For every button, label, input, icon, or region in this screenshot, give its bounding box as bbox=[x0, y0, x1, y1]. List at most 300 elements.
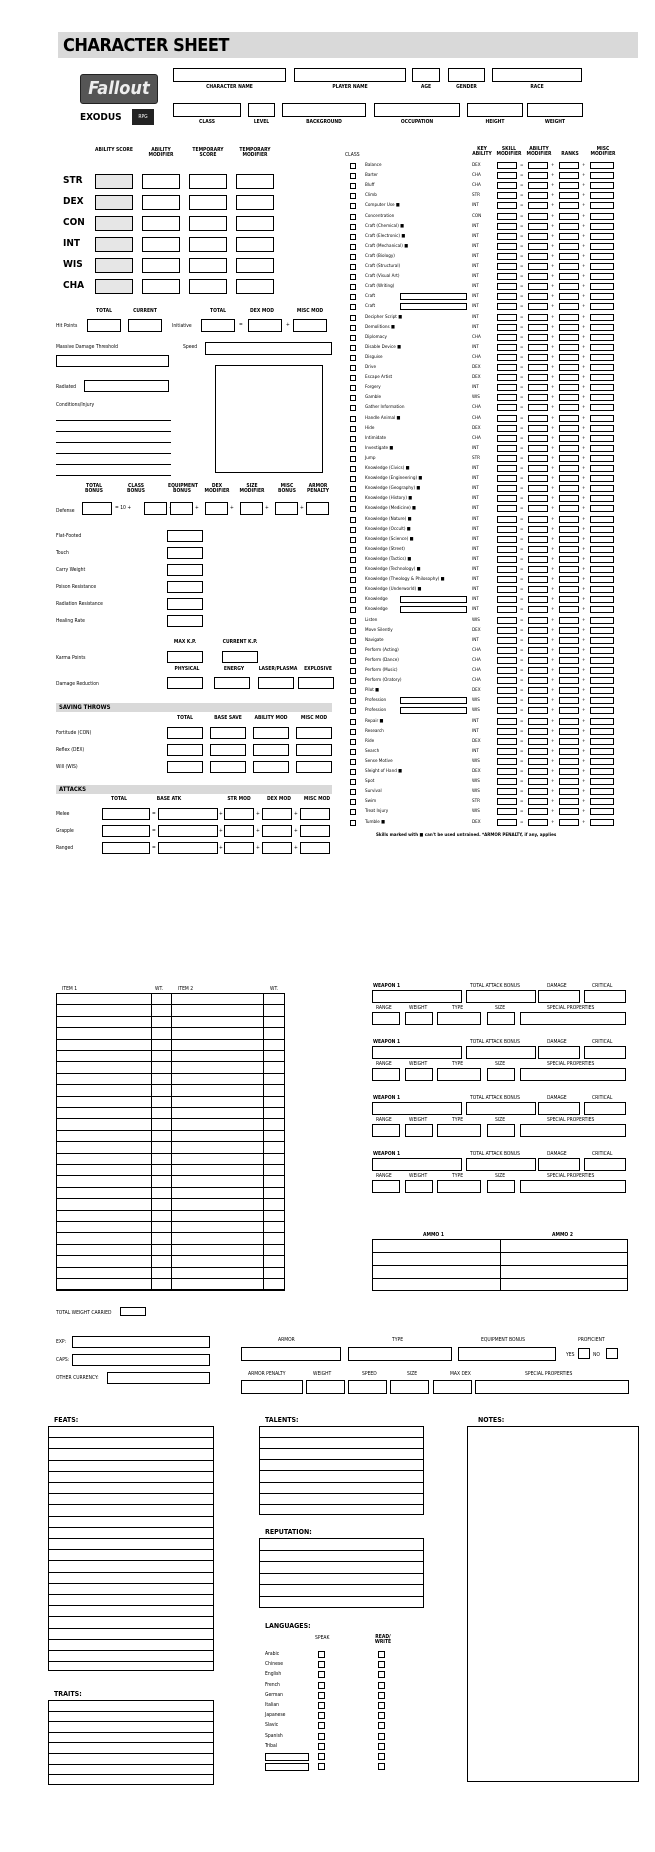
skill-total[interactable] bbox=[497, 687, 517, 694]
skill-total[interactable] bbox=[497, 798, 517, 805]
skill-misc[interactable] bbox=[590, 647, 614, 654]
attack-total[interactable] bbox=[102, 842, 150, 854]
skill-ranks[interactable] bbox=[559, 627, 579, 634]
field-height[interactable] bbox=[467, 103, 523, 117]
defense-total[interactable] bbox=[82, 502, 112, 515]
skill-class-checkbox[interactable] bbox=[350, 628, 356, 634]
field-background[interactable] bbox=[282, 103, 366, 117]
defense-bonus-4[interactable] bbox=[275, 502, 298, 515]
weapon-range[interactable] bbox=[372, 1068, 400, 1081]
weapon-special[interactable] bbox=[520, 1012, 626, 1025]
skill-misc[interactable] bbox=[590, 788, 614, 795]
skill-class-checkbox[interactable] bbox=[350, 527, 356, 533]
skill-total[interactable] bbox=[497, 546, 517, 553]
weapon-range[interactable] bbox=[372, 1180, 400, 1193]
yes-box[interactable] bbox=[578, 1348, 590, 1359]
hp-current[interactable] bbox=[128, 319, 162, 332]
read-checkbox[interactable] bbox=[378, 1753, 385, 1760]
skill-total[interactable] bbox=[497, 354, 517, 361]
skill-misc[interactable] bbox=[590, 172, 614, 179]
misc-stat-field[interactable] bbox=[167, 615, 203, 627]
weapon-size[interactable] bbox=[487, 1180, 515, 1193]
skill-misc[interactable] bbox=[590, 475, 614, 482]
skill-ranks[interactable] bbox=[559, 354, 579, 361]
ability-str-2[interactable] bbox=[189, 174, 227, 189]
defense-bonus-5[interactable] bbox=[306, 502, 329, 515]
ability-con-1[interactable] bbox=[142, 216, 180, 231]
skill-class-checkbox[interactable] bbox=[350, 506, 356, 512]
ability-int-3[interactable] bbox=[236, 237, 274, 252]
skill-misc[interactable] bbox=[590, 819, 614, 826]
skill-ranks[interactable] bbox=[559, 425, 579, 432]
skill-ranks[interactable] bbox=[559, 697, 579, 704]
skill-misc[interactable] bbox=[590, 516, 614, 523]
skill-specify[interactable] bbox=[400, 596, 467, 603]
skill-class-checkbox[interactable] bbox=[350, 688, 356, 694]
skill-ranks[interactable] bbox=[559, 283, 579, 290]
skill-ranks[interactable] bbox=[559, 718, 579, 725]
attack-misc[interactable] bbox=[300, 808, 330, 820]
skill-ranks[interactable] bbox=[559, 677, 579, 684]
armor-maxdex[interactable] bbox=[433, 1380, 472, 1394]
skill-misc[interactable] bbox=[590, 697, 614, 704]
skill-misc[interactable] bbox=[590, 768, 614, 775]
armor-weight[interactable] bbox=[306, 1380, 345, 1394]
skill-ranks[interactable] bbox=[559, 546, 579, 553]
skill-ranks[interactable] bbox=[559, 384, 579, 391]
skill-abil[interactable] bbox=[528, 808, 548, 815]
ability-dex-3[interactable] bbox=[236, 195, 274, 210]
skill-abil[interactable] bbox=[528, 394, 548, 401]
skill-class-checkbox[interactable] bbox=[350, 365, 356, 371]
skill-abil[interactable] bbox=[528, 576, 548, 583]
weapon-crit[interactable] bbox=[584, 1046, 626, 1059]
weapon-size[interactable] bbox=[487, 1012, 515, 1025]
skill-class-checkbox[interactable] bbox=[350, 496, 356, 502]
skill-class-checkbox[interactable] bbox=[350, 567, 356, 573]
save-field[interactable] bbox=[167, 761, 203, 773]
skill-total[interactable] bbox=[497, 606, 517, 613]
speak-checkbox[interactable] bbox=[318, 1712, 325, 1719]
skill-abil[interactable] bbox=[528, 516, 548, 523]
misc-stat-field[interactable] bbox=[167, 581, 203, 593]
speak-checkbox[interactable] bbox=[318, 1743, 325, 1750]
field-age[interactable] bbox=[412, 68, 440, 82]
ability-con-2[interactable] bbox=[189, 216, 227, 231]
skill-abil[interactable] bbox=[528, 172, 548, 179]
skill-total[interactable] bbox=[497, 303, 517, 310]
skill-abil[interactable] bbox=[528, 162, 548, 169]
skill-total[interactable] bbox=[497, 707, 517, 714]
skill-ranks[interactable] bbox=[559, 576, 579, 583]
ability-dex-1[interactable] bbox=[142, 195, 180, 210]
skill-ranks[interactable] bbox=[559, 687, 579, 694]
skill-misc[interactable] bbox=[590, 596, 614, 603]
skill-total[interactable] bbox=[497, 718, 517, 725]
skill-ranks[interactable] bbox=[559, 657, 579, 664]
skill-ranks[interactable] bbox=[559, 606, 579, 613]
skill-total[interactable] bbox=[497, 243, 517, 250]
weapon-type[interactable] bbox=[437, 1012, 481, 1025]
skill-ranks[interactable] bbox=[559, 738, 579, 745]
skill-ranks[interactable] bbox=[559, 192, 579, 199]
ability-dex-2[interactable] bbox=[189, 195, 227, 210]
skill-class-checkbox[interactable] bbox=[350, 466, 356, 472]
skill-abil[interactable] bbox=[528, 728, 548, 735]
ability-str-1[interactable] bbox=[142, 174, 180, 189]
skill-ranks[interactable] bbox=[559, 445, 579, 452]
skill-misc[interactable] bbox=[590, 182, 614, 189]
skill-abil[interactable] bbox=[528, 465, 548, 472]
weapon-range[interactable] bbox=[372, 1124, 400, 1137]
skill-abil[interactable] bbox=[528, 697, 548, 704]
skill-total[interactable] bbox=[497, 455, 517, 462]
skill-total[interactable] bbox=[497, 415, 517, 422]
armor-name[interactable] bbox=[241, 1347, 341, 1361]
skill-abil[interactable] bbox=[528, 738, 548, 745]
weapon-special[interactable] bbox=[520, 1124, 626, 1137]
skill-abil[interactable] bbox=[528, 374, 548, 381]
skill-class-checkbox[interactable] bbox=[350, 416, 356, 422]
attack-misc[interactable] bbox=[300, 825, 330, 837]
skill-ranks[interactable] bbox=[559, 808, 579, 815]
skill-misc[interactable] bbox=[590, 778, 614, 785]
skill-misc[interactable] bbox=[590, 415, 614, 422]
skill-abil[interactable] bbox=[528, 425, 548, 432]
skill-class-checkbox[interactable] bbox=[350, 375, 356, 381]
skill-misc[interactable] bbox=[590, 213, 614, 220]
skill-misc[interactable] bbox=[590, 728, 614, 735]
weapon-crit[interactable] bbox=[584, 1102, 626, 1115]
skill-ranks[interactable] bbox=[559, 364, 579, 371]
ability-con-0[interactable] bbox=[95, 216, 133, 231]
skill-misc[interactable] bbox=[590, 495, 614, 502]
ability-cha-0[interactable] bbox=[95, 279, 133, 294]
save-field[interactable] bbox=[167, 744, 203, 756]
skill-abil[interactable] bbox=[528, 819, 548, 826]
skill-abil[interactable] bbox=[528, 617, 548, 624]
skill-ranks[interactable] bbox=[559, 374, 579, 381]
hp-total[interactable] bbox=[87, 319, 121, 332]
skill-class-checkbox[interactable] bbox=[350, 315, 356, 321]
skill-misc[interactable] bbox=[590, 798, 614, 805]
skill-misc[interactable] bbox=[590, 667, 614, 674]
skill-misc[interactable] bbox=[590, 606, 614, 613]
field-race[interactable] bbox=[492, 68, 582, 82]
skill-class-checkbox[interactable] bbox=[350, 436, 356, 442]
dr-field-3[interactable] bbox=[298, 677, 334, 689]
skill-class-checkbox[interactable] bbox=[350, 203, 356, 209]
skill-total[interactable] bbox=[497, 677, 517, 684]
language-custom[interactable] bbox=[265, 1753, 309, 1761]
speak-checkbox[interactable] bbox=[318, 1753, 325, 1760]
skill-class-checkbox[interactable] bbox=[350, 577, 356, 583]
skill-total[interactable] bbox=[497, 293, 517, 300]
attack-dex[interactable] bbox=[262, 842, 292, 854]
weapon-weight[interactable] bbox=[405, 1068, 433, 1081]
skill-abil[interactable] bbox=[528, 263, 548, 270]
skill-total[interactable] bbox=[497, 404, 517, 411]
ability-str-3[interactable] bbox=[236, 174, 274, 189]
skill-specify[interactable] bbox=[400, 697, 467, 704]
skill-total[interactable] bbox=[497, 162, 517, 169]
speak-checkbox[interactable] bbox=[318, 1651, 325, 1658]
skill-ranks[interactable] bbox=[559, 263, 579, 270]
skill-abil[interactable] bbox=[528, 758, 548, 765]
skill-total[interactable] bbox=[497, 697, 517, 704]
karma-max[interactable] bbox=[167, 651, 203, 663]
skill-specify[interactable] bbox=[400, 293, 467, 300]
init-dex[interactable] bbox=[248, 319, 282, 332]
weapon-weight[interactable] bbox=[405, 1124, 433, 1137]
skill-class-checkbox[interactable] bbox=[350, 385, 356, 391]
skill-misc[interactable] bbox=[590, 718, 614, 725]
skill-total[interactable] bbox=[497, 172, 517, 179]
skill-class-checkbox[interactable] bbox=[350, 769, 356, 775]
speak-checkbox[interactable] bbox=[318, 1733, 325, 1740]
skill-misc[interactable] bbox=[590, 576, 614, 583]
save-field[interactable] bbox=[167, 727, 203, 739]
skill-ranks[interactable] bbox=[559, 516, 579, 523]
attack-base[interactable] bbox=[158, 825, 218, 837]
skill-total[interactable] bbox=[497, 233, 517, 240]
read-checkbox[interactable] bbox=[378, 1651, 385, 1658]
radiated-field[interactable] bbox=[84, 380, 169, 392]
skill-misc[interactable] bbox=[590, 273, 614, 280]
skill-total[interactable] bbox=[497, 344, 517, 351]
skill-ranks[interactable] bbox=[559, 435, 579, 442]
skill-abil[interactable] bbox=[528, 748, 548, 755]
skill-abil[interactable] bbox=[528, 233, 548, 240]
skill-total[interactable] bbox=[497, 526, 517, 533]
skill-abil[interactable] bbox=[528, 546, 548, 553]
weapon-dmg[interactable] bbox=[538, 1158, 580, 1171]
ability-wis-2[interactable] bbox=[189, 258, 227, 273]
skill-total[interactable] bbox=[497, 223, 517, 230]
read-checkbox[interactable] bbox=[378, 1712, 385, 1719]
skill-abil[interactable] bbox=[528, 718, 548, 725]
skill-misc[interactable] bbox=[590, 677, 614, 684]
skill-misc[interactable] bbox=[590, 404, 614, 411]
skill-ranks[interactable] bbox=[559, 202, 579, 209]
skill-class-checkbox[interactable] bbox=[350, 779, 356, 785]
skill-total[interactable] bbox=[497, 182, 517, 189]
misc-stat-field[interactable] bbox=[167, 598, 203, 610]
speak-checkbox[interactable] bbox=[318, 1661, 325, 1668]
skill-class-checkbox[interactable] bbox=[350, 799, 356, 805]
skill-abil[interactable] bbox=[528, 324, 548, 331]
skill-abil[interactable] bbox=[528, 657, 548, 664]
armor-size[interactable] bbox=[390, 1380, 429, 1394]
skill-total[interactable] bbox=[497, 576, 517, 583]
dr-field-2[interactable] bbox=[258, 677, 294, 689]
skill-total[interactable] bbox=[497, 808, 517, 815]
init-total[interactable] bbox=[201, 319, 235, 332]
skill-class-checkbox[interactable] bbox=[350, 325, 356, 331]
skill-abil[interactable] bbox=[528, 364, 548, 371]
skill-abil[interactable] bbox=[528, 505, 548, 512]
save-field[interactable] bbox=[210, 744, 246, 756]
skill-ranks[interactable] bbox=[559, 798, 579, 805]
skill-misc[interactable] bbox=[590, 556, 614, 563]
skill-abil[interactable] bbox=[528, 526, 548, 533]
skill-ranks[interactable] bbox=[559, 415, 579, 422]
skill-misc[interactable] bbox=[590, 354, 614, 361]
skill-total[interactable] bbox=[497, 324, 517, 331]
skill-abil[interactable] bbox=[528, 354, 548, 361]
skill-class-checkbox[interactable] bbox=[350, 355, 356, 361]
skill-ranks[interactable] bbox=[559, 273, 579, 280]
skill-total[interactable] bbox=[497, 374, 517, 381]
weapon-type[interactable] bbox=[437, 1180, 481, 1193]
skill-class-checkbox[interactable] bbox=[350, 658, 356, 664]
skill-ranks[interactable] bbox=[559, 172, 579, 179]
skill-misc[interactable] bbox=[590, 485, 614, 492]
skill-misc[interactable] bbox=[590, 808, 614, 815]
save-field[interactable] bbox=[296, 744, 332, 756]
skill-class-checkbox[interactable] bbox=[350, 214, 356, 220]
skill-abil[interactable] bbox=[528, 627, 548, 634]
skill-ranks[interactable] bbox=[559, 566, 579, 573]
skill-class-checkbox[interactable] bbox=[350, 426, 356, 432]
skill-ranks[interactable] bbox=[559, 233, 579, 240]
weapon-tab[interactable] bbox=[466, 990, 536, 1003]
skill-misc[interactable] bbox=[590, 314, 614, 321]
skill-abil[interactable] bbox=[528, 707, 548, 714]
misc-stat-field[interactable] bbox=[167, 547, 203, 559]
skill-total[interactable] bbox=[497, 202, 517, 209]
attack-base[interactable] bbox=[158, 808, 218, 820]
weapon-type[interactable] bbox=[437, 1068, 481, 1081]
armor-speed[interactable] bbox=[348, 1380, 387, 1394]
skill-class-checkbox[interactable] bbox=[350, 708, 356, 714]
skill-class-checkbox[interactable] bbox=[350, 638, 356, 644]
armor-type[interactable] bbox=[348, 1347, 452, 1361]
skill-abil[interactable] bbox=[528, 273, 548, 280]
weapon-dmg[interactable] bbox=[538, 990, 580, 1003]
skill-abil[interactable] bbox=[528, 667, 548, 674]
skill-misc[interactable] bbox=[590, 758, 614, 765]
skill-misc[interactable] bbox=[590, 384, 614, 391]
skill-ranks[interactable] bbox=[559, 293, 579, 300]
skill-misc[interactable] bbox=[590, 283, 614, 290]
skill-ranks[interactable] bbox=[559, 778, 579, 785]
skill-ranks[interactable] bbox=[559, 495, 579, 502]
weapon-tab[interactable] bbox=[466, 1046, 536, 1059]
skill-abil[interactable] bbox=[528, 596, 548, 603]
skill-ranks[interactable] bbox=[559, 758, 579, 765]
skill-ranks[interactable] bbox=[559, 728, 579, 735]
skill-class-checkbox[interactable] bbox=[350, 476, 356, 482]
skill-misc[interactable] bbox=[590, 253, 614, 260]
skill-total[interactable] bbox=[497, 263, 517, 270]
speak-checkbox[interactable] bbox=[318, 1702, 325, 1709]
skill-ranks[interactable] bbox=[559, 344, 579, 351]
skill-misc[interactable] bbox=[590, 303, 614, 310]
ability-wis-1[interactable] bbox=[142, 258, 180, 273]
armor-special[interactable] bbox=[475, 1380, 629, 1394]
skill-ranks[interactable] bbox=[559, 667, 579, 674]
skill-misc[interactable] bbox=[590, 374, 614, 381]
skill-total[interactable] bbox=[497, 394, 517, 401]
karma-cur[interactable] bbox=[222, 651, 258, 663]
read-checkbox[interactable] bbox=[378, 1763, 385, 1770]
skill-class-checkbox[interactable] bbox=[350, 405, 356, 411]
skill-misc[interactable] bbox=[590, 505, 614, 512]
skill-ranks[interactable] bbox=[559, 243, 579, 250]
speak-checkbox[interactable] bbox=[318, 1671, 325, 1678]
attack-total[interactable] bbox=[102, 808, 150, 820]
skill-class-checkbox[interactable] bbox=[350, 193, 356, 199]
weapon-tab[interactable] bbox=[466, 1102, 536, 1115]
skill-misc[interactable] bbox=[590, 536, 614, 543]
skill-abil[interactable] bbox=[528, 637, 548, 644]
skill-ranks[interactable] bbox=[559, 768, 579, 775]
field-weight[interactable] bbox=[527, 103, 583, 117]
save-field[interactable] bbox=[210, 761, 246, 773]
skill-abil[interactable] bbox=[528, 647, 548, 654]
skill-total[interactable] bbox=[497, 465, 517, 472]
skill-ranks[interactable] bbox=[559, 556, 579, 563]
skill-total[interactable] bbox=[497, 758, 517, 765]
skill-ranks[interactable] bbox=[559, 536, 579, 543]
skill-ranks[interactable] bbox=[559, 324, 579, 331]
skill-abil[interactable] bbox=[528, 243, 548, 250]
skill-total[interactable] bbox=[497, 657, 517, 664]
skill-total[interactable] bbox=[497, 253, 517, 260]
skill-ranks[interactable] bbox=[559, 314, 579, 321]
attack-misc[interactable] bbox=[300, 842, 330, 854]
weapon-size[interactable] bbox=[487, 1068, 515, 1081]
skill-total[interactable] bbox=[497, 667, 517, 674]
skill-total[interactable] bbox=[497, 445, 517, 452]
skill-misc[interactable] bbox=[590, 192, 614, 199]
skill-misc[interactable] bbox=[590, 627, 614, 634]
skill-class-checkbox[interactable] bbox=[350, 547, 356, 553]
skill-total[interactable] bbox=[497, 495, 517, 502]
skill-class-checkbox[interactable] bbox=[350, 345, 356, 351]
skill-class-checkbox[interactable] bbox=[350, 486, 356, 492]
skill-class-checkbox[interactable] bbox=[350, 789, 356, 795]
read-checkbox[interactable] bbox=[378, 1682, 385, 1689]
skill-misc[interactable] bbox=[590, 586, 614, 593]
skill-abil[interactable] bbox=[528, 586, 548, 593]
skill-misc[interactable] bbox=[590, 738, 614, 745]
skill-total[interactable] bbox=[497, 566, 517, 573]
skill-abil[interactable] bbox=[528, 556, 548, 563]
skill-class-checkbox[interactable] bbox=[350, 719, 356, 725]
skill-class-checkbox[interactable] bbox=[350, 749, 356, 755]
skill-class-checkbox[interactable] bbox=[350, 678, 356, 684]
weapon-crit[interactable] bbox=[584, 1158, 626, 1171]
skill-misc[interactable] bbox=[590, 233, 614, 240]
ability-con-3[interactable] bbox=[236, 216, 274, 231]
skill-total[interactable] bbox=[497, 738, 517, 745]
skill-misc[interactable] bbox=[590, 344, 614, 351]
skill-total[interactable] bbox=[497, 556, 517, 563]
skill-total[interactable] bbox=[497, 485, 517, 492]
skill-abil[interactable] bbox=[528, 384, 548, 391]
skill-abil[interactable] bbox=[528, 455, 548, 462]
skill-class-checkbox[interactable] bbox=[350, 284, 356, 290]
dr-field-0[interactable] bbox=[167, 677, 203, 689]
skill-ranks[interactable] bbox=[559, 223, 579, 230]
field-player-name[interactable] bbox=[294, 68, 406, 82]
skill-abil[interactable] bbox=[528, 303, 548, 310]
weapon-name[interactable] bbox=[372, 990, 462, 1003]
skill-abil[interactable] bbox=[528, 293, 548, 300]
skill-abil[interactable] bbox=[528, 435, 548, 442]
